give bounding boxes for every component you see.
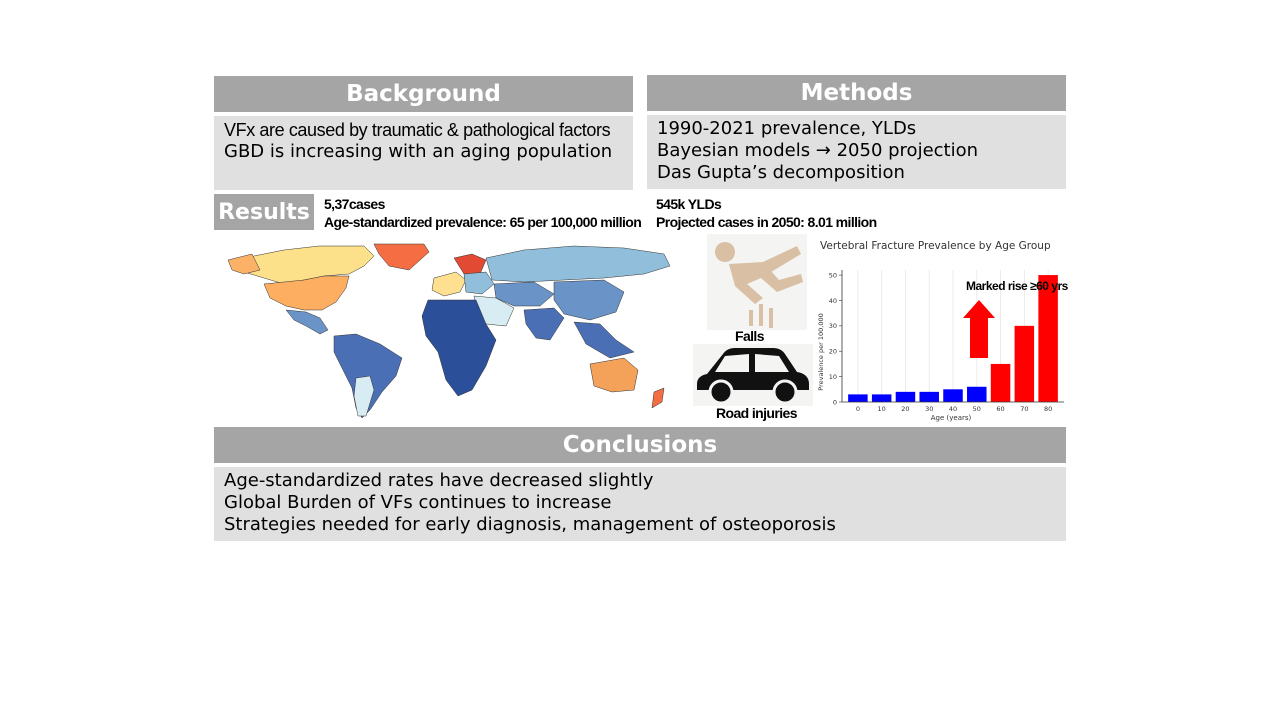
map-region-europe-west xyxy=(432,272,466,296)
chart-bar-30 xyxy=(919,392,938,402)
background-line-2: GBD is increasing with an aging population xyxy=(224,141,613,162)
world-map xyxy=(224,240,672,420)
chart-xtick-50: 50 xyxy=(972,405,981,413)
car-icon xyxy=(693,344,813,406)
conclusions-line-1: Age-standardized rates have decreased slightly xyxy=(224,470,654,491)
chart-xtick-10: 10 xyxy=(877,405,886,413)
map-region-se-asia xyxy=(574,322,634,358)
chart-annotation: Marked rise ≥60 yrs xyxy=(966,279,1068,293)
prevalence-chart xyxy=(812,232,1068,424)
background-header: Background xyxy=(214,76,633,112)
chart-xtick-30: 30 xyxy=(925,405,934,413)
map-region-china xyxy=(554,280,624,320)
map-region-scandinavia xyxy=(454,254,486,274)
chart-xtick-0: 0 xyxy=(855,405,860,413)
chart-xtick-40: 40 xyxy=(948,405,958,413)
stat-projection: Projected cases in 2050: 8.01 million xyxy=(656,214,877,230)
chart-bar-70 xyxy=(1015,326,1034,402)
stat-ylds: 545k YLDs xyxy=(656,196,722,212)
map-region-nz xyxy=(652,388,664,408)
background-box xyxy=(214,116,633,190)
conclusions-line-2: Global Burden of VFs continues to increase xyxy=(224,492,612,513)
chart-ytick-20: 20 xyxy=(828,347,837,356)
chart-title: Vertebral Fracture Prevalence by Age Group xyxy=(820,240,1051,252)
map-region-europe-east xyxy=(464,272,494,294)
chart-ytick-50: 50 xyxy=(828,271,837,280)
methods-line-3: Das Gupta’s decomposition xyxy=(657,162,905,183)
chart-bar-0 xyxy=(848,394,867,402)
map-region-india xyxy=(524,308,564,340)
chart-bar-40 xyxy=(943,389,962,402)
chart-bar-20 xyxy=(896,392,915,402)
map-region-russia xyxy=(486,246,670,282)
chart-bar-10 xyxy=(872,394,891,402)
chart-ytick-30: 30 xyxy=(828,322,837,331)
chart-ytick-40: 40 xyxy=(828,296,837,305)
chart-bar-80 xyxy=(1038,275,1057,402)
rise-arrow-icon xyxy=(963,300,995,358)
methods-box xyxy=(647,115,1066,189)
map-region-greenland xyxy=(374,244,429,270)
falls-label: Falls xyxy=(735,328,764,344)
chart-bar-60 xyxy=(991,364,1010,402)
chart-xlabel: Age (years) xyxy=(930,414,972,422)
results-tag: Results xyxy=(214,194,314,230)
background-line-1: VFx are caused by traumatic & pathological factors xyxy=(224,120,611,140)
conclusions-box xyxy=(214,467,1066,541)
chart-ylabel: Prevalence per 100,000 xyxy=(817,313,825,391)
results-stat-right xyxy=(656,195,877,231)
stat-cases: 5,37cases xyxy=(324,196,385,212)
conclusions-line-3: Strategies needed for early diagnosis, management of osteoporosis xyxy=(224,514,836,535)
map-region-mexico xyxy=(286,310,328,334)
falling-person-icon xyxy=(707,234,807,330)
chart-xtick-60: 60 xyxy=(996,405,1005,413)
methods-line-1: 1990-2021 prevalence, YLDs xyxy=(657,118,917,139)
chart-ytick-10: 10 xyxy=(828,372,837,381)
road-label: Road injuries xyxy=(716,405,797,421)
map-region-australia xyxy=(590,358,638,392)
chart-ytick-0: 0 xyxy=(832,398,837,407)
chart-xtick-20: 20 xyxy=(901,405,910,413)
chart-bar-50 xyxy=(967,387,986,402)
results-stat-left xyxy=(324,195,641,231)
methods-header: Methods xyxy=(647,75,1066,111)
map-region-chile-arg xyxy=(354,376,374,416)
chart-xtick-80: 80 xyxy=(1043,405,1053,413)
conclusions-header: Conclusions xyxy=(214,427,1066,463)
stat-prevalence: Age-standardized prevalence: 65 per 100,000 million xyxy=(324,214,642,230)
chart-xtick-70: 70 xyxy=(1020,405,1029,413)
methods-line-2: Bayesian models → 2050 projection xyxy=(657,140,979,161)
